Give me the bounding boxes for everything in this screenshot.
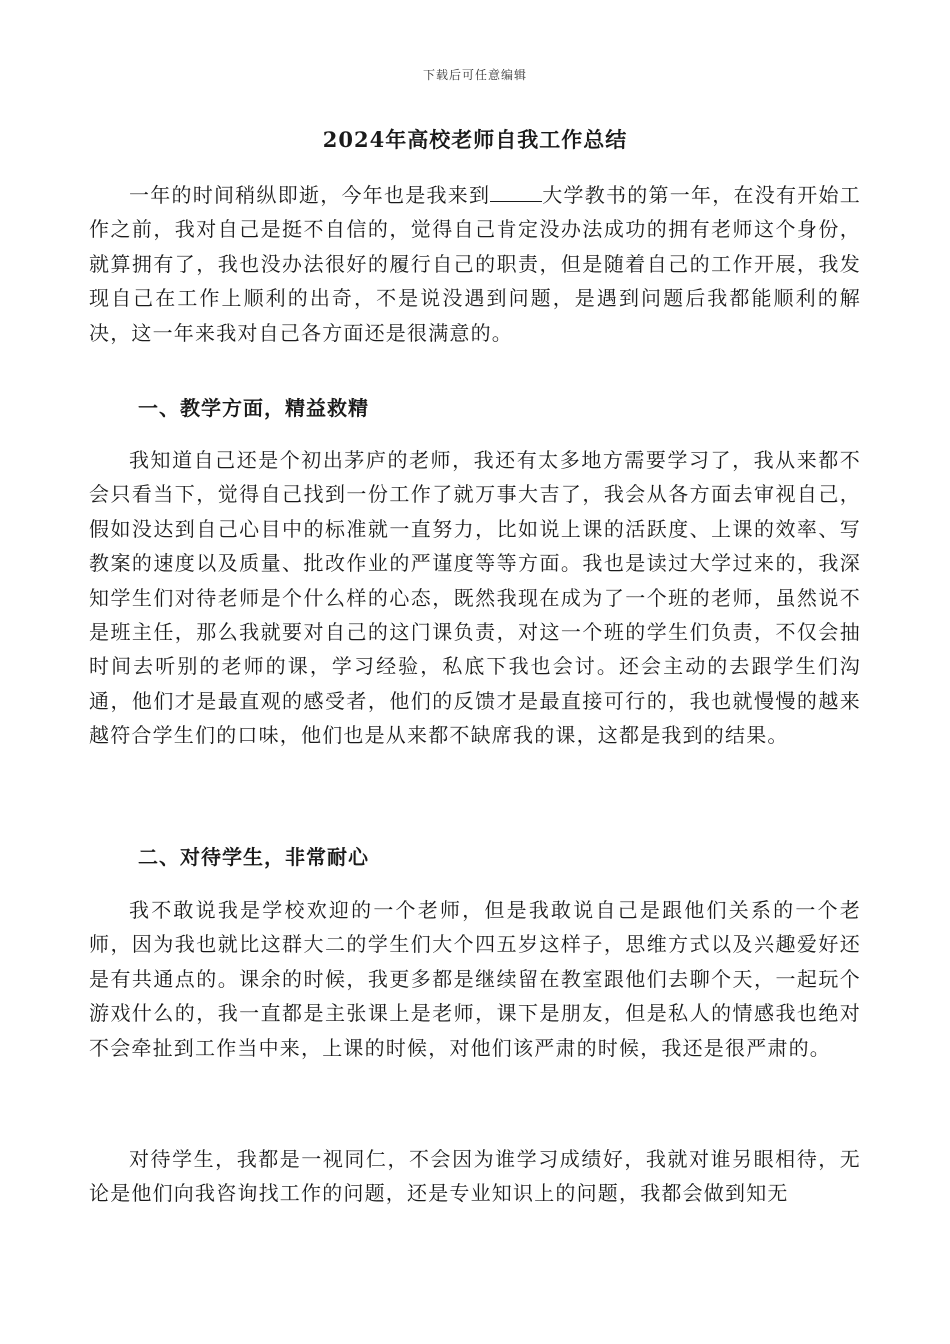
intro-text-before-blank: 一年的时间稍纵即逝，今年也是我来到 — [129, 183, 491, 207]
document-title: 2024年高校老师自我工作总结 — [322, 127, 628, 152]
intro-paragraph — [89, 178, 861, 350]
intro-text-after-blank: 大学教书的第一年，在没有开始工作之前，我对自己是挺不自信的，觉得自己肯定没办法成功的拥有老师这个身份，就算拥有了，我也没办法很好的履行自己的职责，但是随着自己的工作开展，我发现自己在工作上顺利的出奇，不是说没遇到问题，是遇到问题后我都能顺利的解决，这一年来我对自己各方面还是很满意的。 — [89, 183, 861, 345]
section-heading-teaching: 一、教学方面，精益救精 — [138, 396, 369, 420]
section-paragraph-students-continued: 对待学生，我都是一视同仁，不会因为谁学习成绩好，我就对谁另眼相待，无论是他们向我咨询找工作的问题，还是专业知识上的问题，我都会做到知无 — [89, 1147, 861, 1206]
section-paragraph-teaching: 我知道自己还是个初出茅庐的老师，我还有太多地方需要学习了，我从来都不会只看当下，觉得自己找到一份工作了就万事大吉了，我会从各方面去审视自己，假如没达到自己心目中的标准就一直努力，比如说上课的活跃度、上课的效率、写教案的速度以及质量、批改作业的严谨度等等方面。我也是读过大学过来的，我深知学生们对待老师是个什么样的心态，既然我现在成为了一个班的老师，虽然说不是班主任，那么我就要对自己的这门课负责，对这一个班的学生们负责，不仅会抽时间去听别的老师的课，学习经验，私底下我也会讨。还会主动的去跟学生们沟通，他们才是最直观的感受者，他们的反馈才是最直接可行的，我也就慢慢的越来越符合学生们的口味，他们也是从来都不缺席我的课，这都是我到的结果。 — [89, 448, 861, 748]
fill-in-blank — [490, 183, 542, 202]
header-note: 下载后可任意编辑 — [422, 68, 527, 82]
section-paragraph-students: 我不敢说我是学校欢迎的一个老师，但是我敢说自己是跟他们关系的一个老师，因为我也就比这群大二的学生们大个四五岁这样子，思维方式以及兴趣爱好还是有共通点的。课余的时候，我更多都是继续留在教室跟他们去聊个天，一起玩个游戏什么的，我一直都是主张课上是老师，课下是朋友，但是私人的情感我也绝对不会牵扯到工作当中来，上课的时候，对他们该严肃的时候，我还是很严肃的。 — [89, 898, 861, 1060]
section-heading-students: 二、对待学生，非常耐心 — [138, 845, 369, 869]
